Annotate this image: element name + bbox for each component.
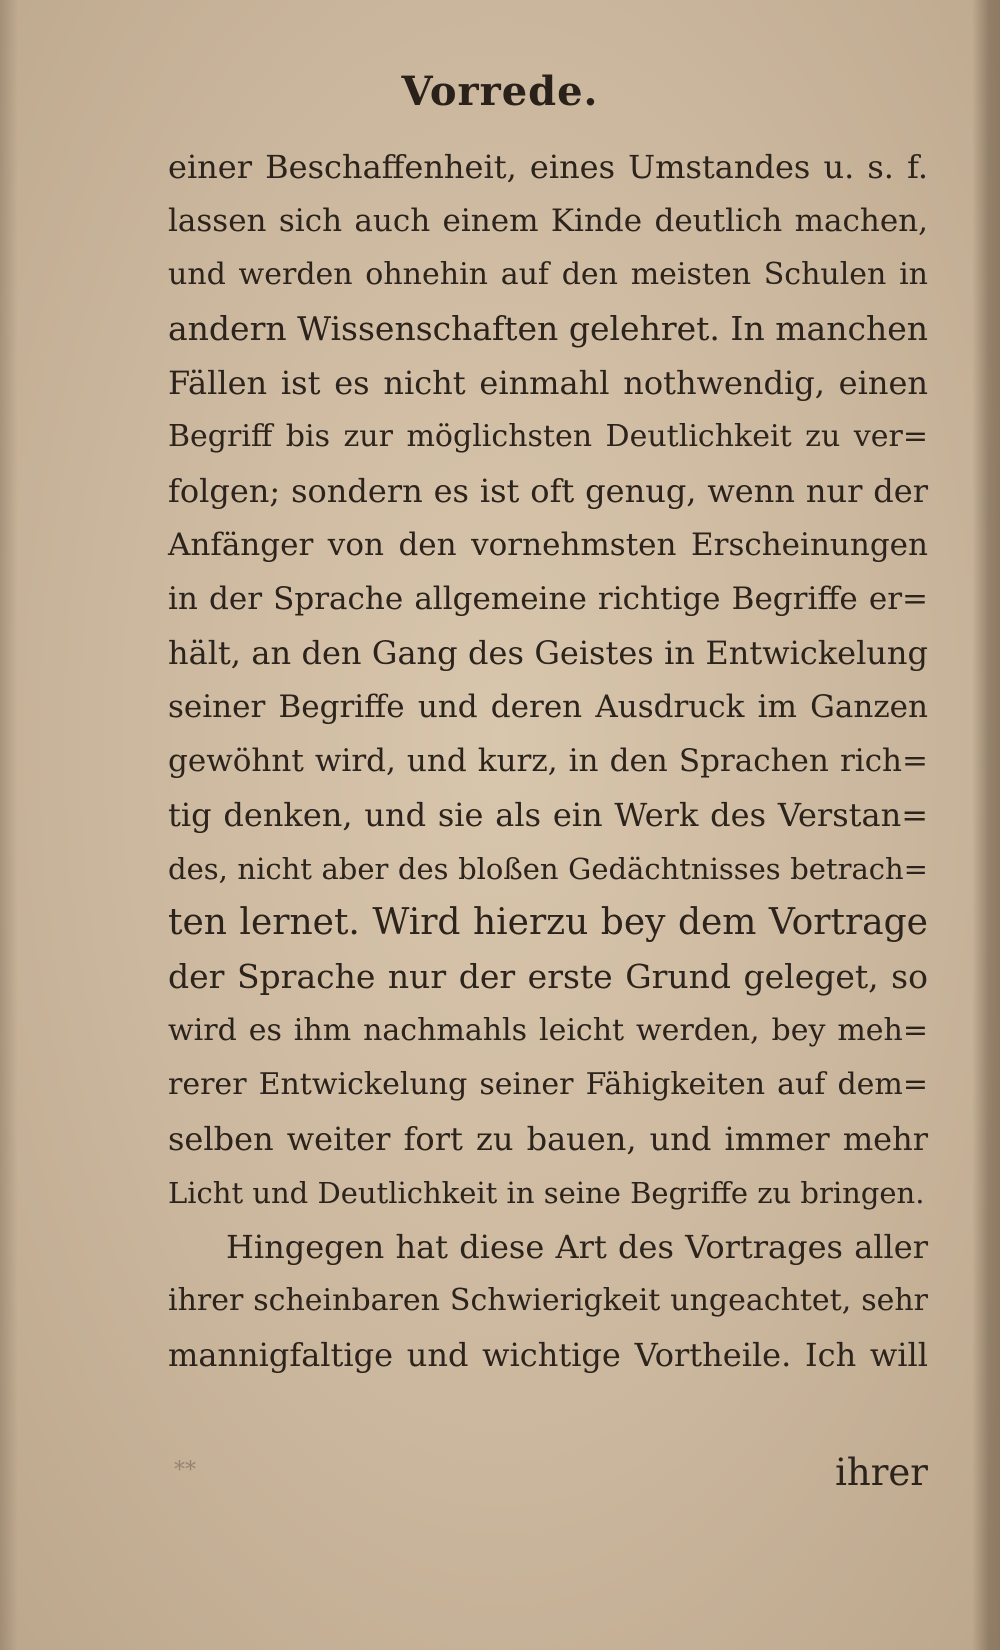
text-line: einer Beschaffenheit, eines Umstandes u. s. f. bbox=[168, 148, 928, 186]
text-line: seiner Begriffe und deren Ausdruck im Ganzen bbox=[168, 689, 928, 725]
catchword: ihrer bbox=[835, 1451, 928, 1494]
paragraph-start-line: Hingegen hat diese Art des Vortrages aller bbox=[226, 1228, 928, 1266]
body-text bbox=[168, 140, 928, 1382]
text-line: Fällen ist es nicht einmahl nothwendig, einen bbox=[168, 364, 928, 402]
text-line: Anfänger von den vornehmsten Erscheinungen bbox=[168, 527, 928, 563]
page-right-edge bbox=[972, 0, 1000, 1650]
text-line: Begriff bis zur möglichsten Deutlichkeit zu ver= bbox=[168, 419, 928, 454]
text-line: ihrer scheinbaren Schwierigkeit ungeachtet, sehr bbox=[168, 1283, 928, 1318]
text-line: tig denken, und sie als ein Werk des Verstan= bbox=[168, 796, 928, 834]
text-line: des, nicht aber des bloßen Gedächtnisses betrach= bbox=[168, 852, 928, 886]
text-line: lassen sich auch einem Kinde deutlich machen, bbox=[168, 203, 928, 239]
text-line: folgen; sondern es ist oft genug, wenn nur der bbox=[168, 472, 928, 510]
running-header: Vorrede. bbox=[401, 68, 599, 115]
text-line: rerer Entwickelung seiner Fähigkeiten auf dem= bbox=[168, 1067, 928, 1102]
text-line: wird es ihm nachmahls leicht werden, bey meh= bbox=[168, 1013, 928, 1048]
text-line: der Sprache nur der erste Grund geleget, so bbox=[168, 957, 928, 996]
paragraph-end-line: Licht und Deutlichkeit in seine Begriffe zu bringen. bbox=[168, 1176, 925, 1210]
text-line: ten lernet. Wird hierzu bey dem Vortrage bbox=[168, 902, 928, 943]
text-line: andern Wissenschaften gelehret. In manchen bbox=[168, 309, 928, 348]
text-line: mannigfaltige und wichtige Vortheile. Ich will bbox=[168, 1336, 928, 1374]
text-line: selben weiter fort zu bauen, und immer mehr bbox=[168, 1120, 928, 1158]
text-line: in der Sprache allgemeine richtige Begriffe er= bbox=[168, 581, 928, 617]
text-line: und werden ohnehin auf den meisten Schulen in bbox=[168, 257, 928, 292]
page-footer bbox=[168, 1446, 928, 1500]
signature-mark: ** bbox=[174, 1458, 196, 1483]
text-line: hält, an den Gang des Geistes in Entwickelung bbox=[168, 634, 928, 672]
text-line: gewöhnt wird, und kurz, in den Sprachen rich= bbox=[168, 743, 928, 779]
page-left-edge bbox=[0, 0, 18, 1650]
